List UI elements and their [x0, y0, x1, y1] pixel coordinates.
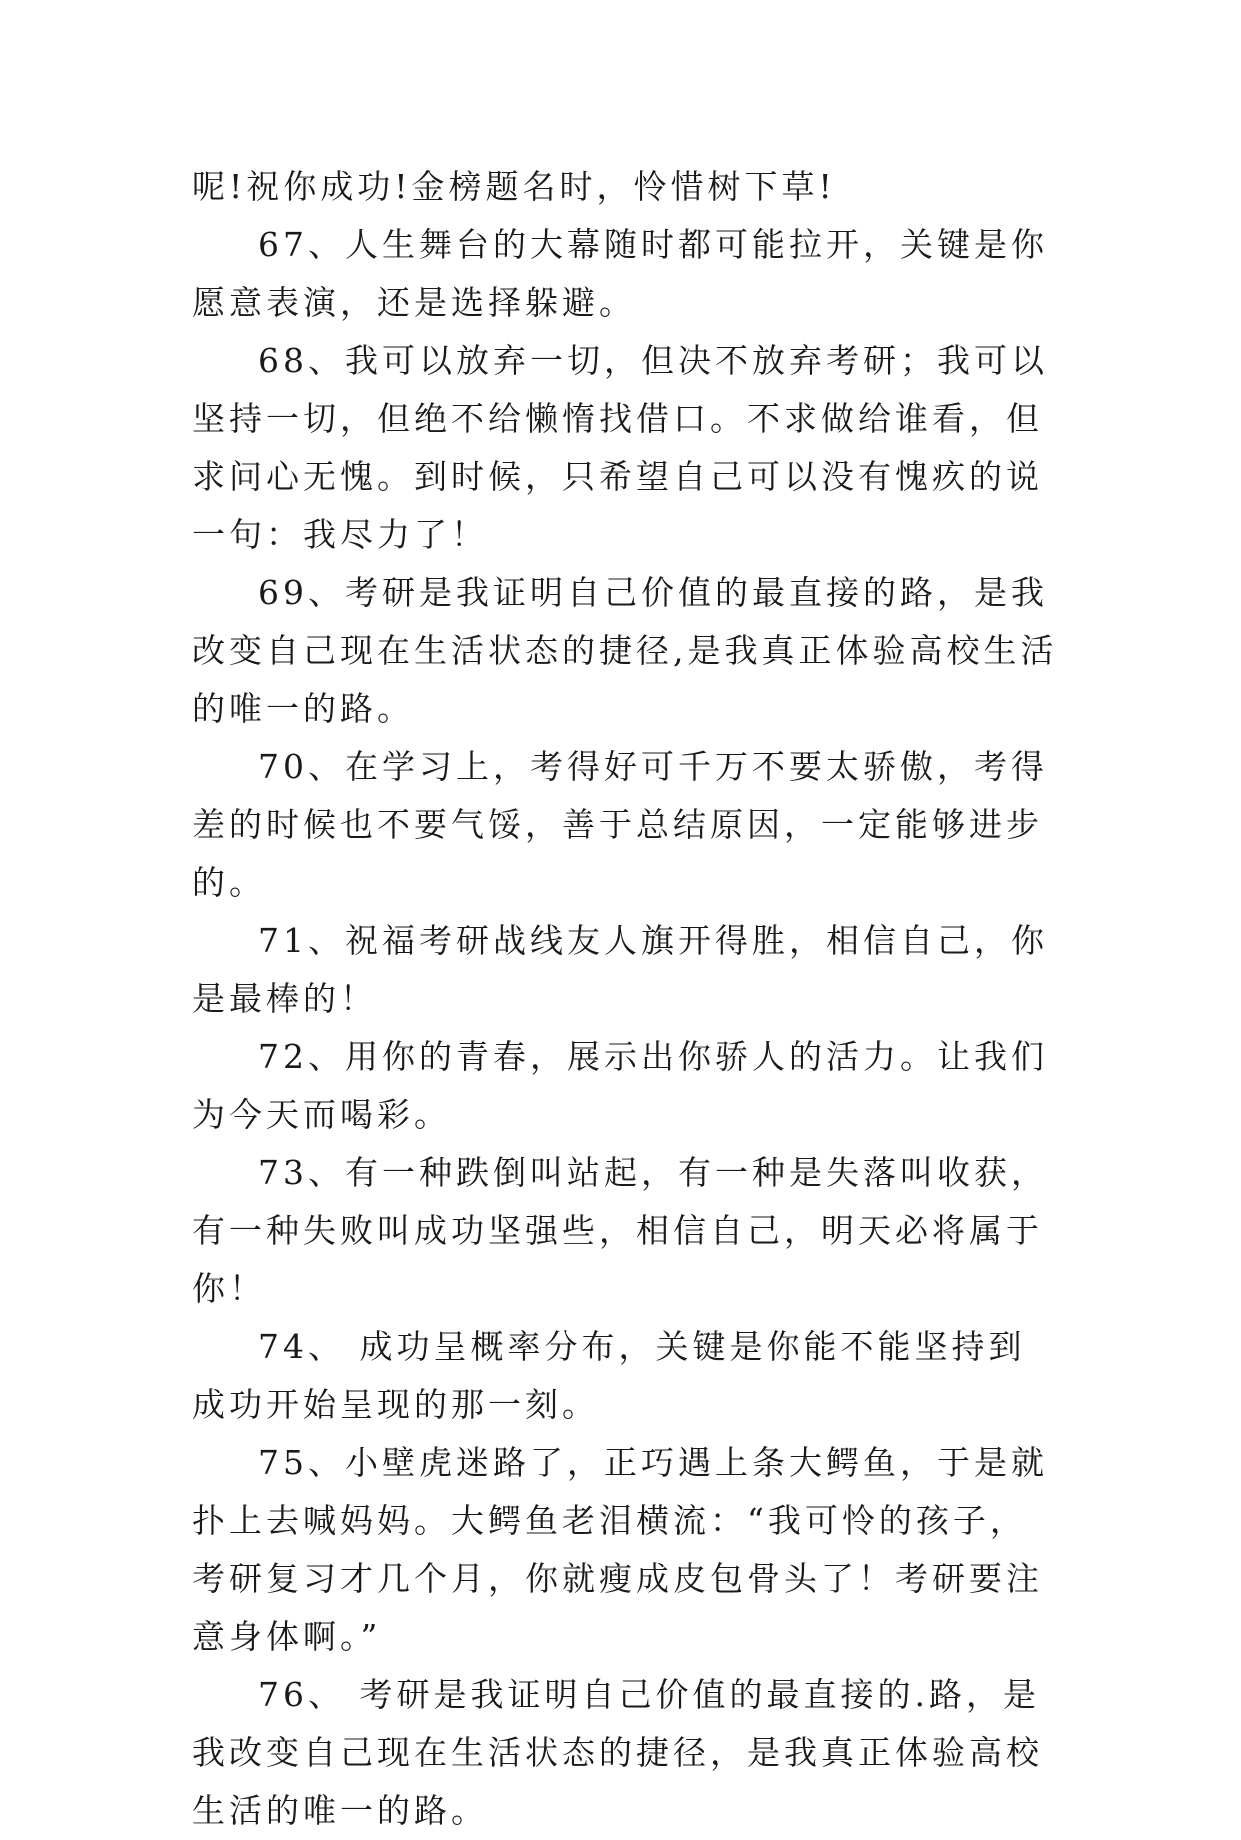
paragraph-70: 70、在学习上，考得好可千万不要太骄傲，考得差的时候也不要气馁，善于总结原因，一定能够进步的。 — [192, 747, 1048, 902]
document-body — [192, 158, 1062, 1840]
paragraph-continuation: 呢!祝你成功!金榜题名时，怜惜树下草! — [192, 167, 836, 206]
paragraph-72: 72、用你的青春，展示出你骄人的活力。让我们为今天而喝彩。 — [192, 1037, 1048, 1134]
paragraph-74: 74、 成功呈概率分布，关键是你能不能坚持到成功开始呈现的那一刻。 — [192, 1327, 1026, 1424]
paragraph-67: 67、人生舞台的大幕随时都可能拉开，关键是你愿意表演，还是选择躲避。 — [192, 225, 1048, 322]
paragraph-75: 75、小壁虎迷路了，正巧遇上条大鳄鱼，于是就扑上去喊妈妈。大鳄鱼老泪横流：“我可怜的孩子，考研复习才几个月，你就瘦成皮包骨头了！考研要注意身体啊。” — [192, 1443, 1048, 1656]
paragraph-73: 73、有一种跌倒叫站起，有一种是失落叫收获，有一种失败叫成功坚强些，相信自己，明天必将属于你！ — [192, 1153, 1048, 1308]
paragraph-71: 71、祝福考研战线友人旗开得胜，相信自己，你是最棒的！ — [192, 921, 1048, 1018]
paragraph-69: 69、考研是我证明自己价值的最直接的路，是我改变自己现在生活状态的捷径,是我真正体验高校生活的唯一的路。 — [192, 573, 1058, 728]
paragraph-68: 68、我可以放弃一切，但决不放弃考研；我可以坚持一切，但绝不给懒惰找借口。不求做给谁看，但求问心无愧。到时候，只希望自己可以没有愧疚的说一句：我尽力了！ — [192, 341, 1048, 554]
paragraph-76: 76、 考研是我证明自己价值的最直接的.路，是我改变自己现在生活状态的捷径，是我真正体验高校生活的唯一的路。 — [192, 1675, 1043, 1830]
